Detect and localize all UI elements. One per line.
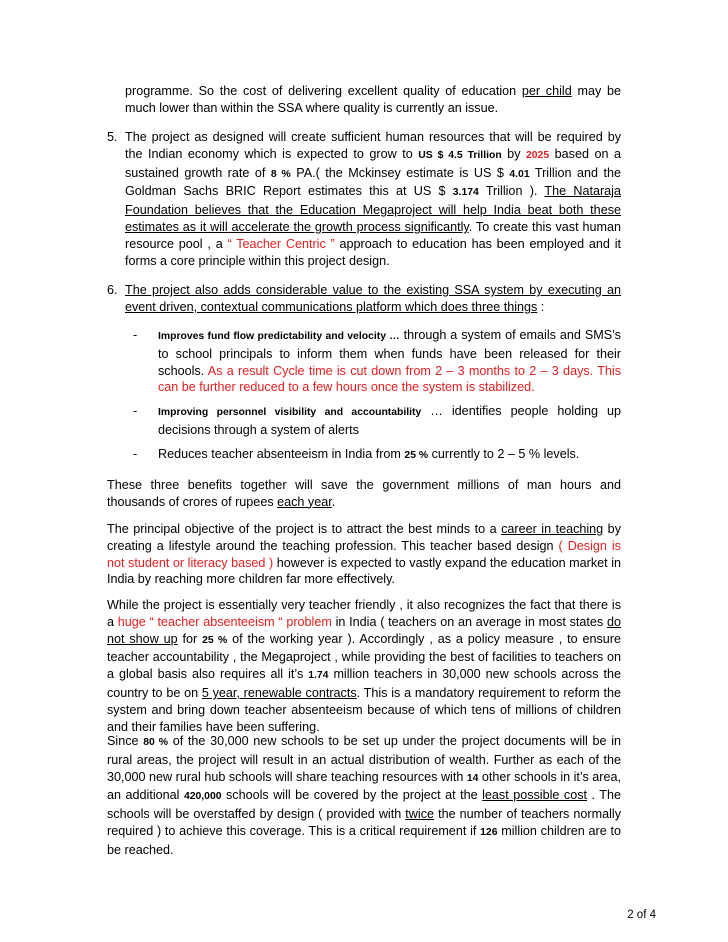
text: through a system of emails and SMS’s to school principals to inform them when funds have been released for their schools. — [158, 328, 621, 378]
bullet-dash: - — [133, 328, 138, 342]
text: Since — [107, 734, 144, 748]
text: The project as designed will create sufficient human resources that will be required by the Indian economy which is expected to grow to — [125, 130, 621, 161]
red-text: ( Design is not student or literacy based ) — [107, 538, 621, 570]
underlined-text: The project also adds considerable value to the existing SSA system by executing an event driven, contextual communications platform which does three things — [125, 283, 621, 314]
text: . — [331, 494, 336, 509]
text: Reduces teacher absenteeism in India from — [158, 447, 405, 461]
page-number: 2 of 4 — [627, 909, 656, 921]
bold-text: Improves fund flow predictability and velocity … — [158, 331, 400, 342]
text: These three benefits together will save the government millions of man hours and thousands of crores of rupees — [107, 478, 621, 509]
underlined-text: do not show up — [107, 614, 621, 646]
paragraph-intro — [125, 83, 621, 117]
red-text: huge “ teacher absenteeism “ problem — [117, 614, 332, 629]
underlined-text: twice — [405, 807, 434, 822]
text: … identifies people holding up decisions through a system of alerts — [158, 404, 621, 437]
text: schools will be covered by the project at the — [221, 788, 483, 803]
underlined-text: each year — [277, 494, 332, 509]
paragraph-teacher-friendly — [107, 597, 621, 735]
bold-text: Improving personnel visibility and accountability — [158, 407, 422, 418]
red-year: 2025 — [526, 149, 550, 161]
underlined-text: The Nataraja Foundation believes that the Education Megaproject will help India beat both these estimates as it will accelerate the growth process significantly — [125, 184, 621, 234]
text: PA.( the Mckinsey estimate is US $ — [290, 165, 510, 180]
bullet-item-2 — [158, 403, 621, 439]
bold-figure: 3.174 — [452, 187, 479, 199]
text: of the 30,000 new schools to be set up under the project documents will be in rural areas, the project will result in an actual distribution of wealth. Further as each of the 30,000 new rural hub schools will share teaching resources with — [107, 734, 621, 784]
text: Trillion and the Goldman Sachs BRIC Report estimates this at US $ — [125, 165, 621, 199]
text: million teachers in 30,000 new schools across the country to be on — [107, 667, 622, 700]
text: of the working year ). Accordingly , as a policy measure , to ensure teacher accountability , the Megaproject , while providing the best of facilities to teachers on a global basis also requires all it’s — [107, 631, 621, 682]
bold-figure: 25 % — [404, 450, 429, 461]
text: however is expected to vastly expand the education market in India by reaching more children far more effectively. — [107, 555, 621, 587]
red-text: As a result Cycle time is cut down from 2 – 3 months to 2 – 3 days. This can be further reduced to a few hours once the system is stabilized. — [158, 363, 621, 395]
text: by — [501, 146, 526, 161]
bullet-item-1 — [158, 327, 621, 396]
bold-figure: 80 % — [143, 737, 169, 748]
underlined-text: 5 year, renewable contracts — [201, 685, 357, 700]
bullet-dash: - — [133, 447, 138, 461]
underlined-text: career in teaching — [501, 522, 604, 536]
text: other schools in it’s area, an additional — [107, 769, 621, 803]
bold-figure: 1.74 — [308, 670, 329, 682]
underlined-text: least possible cost — [482, 788, 588, 803]
bold-figure: US $ 4.5 Trillion — [418, 149, 502, 161]
text: While the project is essentially very teacher friendly , it also recognizes the fact that there is a — [107, 598, 621, 629]
text: Trillion ). — [478, 184, 545, 199]
text: the number of teachers normally required ) to achieve this coverage. This is a critical requirement if — [107, 807, 621, 838]
text: The principal objective of the project is to attract the best minds to a — [107, 522, 502, 536]
paragraph-rural-schools — [107, 733, 621, 859]
text: : — [537, 299, 545, 314]
red-text: “ Teacher Centric ” — [227, 236, 335, 251]
text: programme. So the cost of delivering excellent quality of education — [125, 84, 522, 98]
bold-figure: 25 % — [202, 634, 228, 646]
bold-figure: 8 % — [270, 168, 291, 180]
bold-figure: 14 — [466, 772, 479, 784]
paragraph-benefits — [107, 477, 621, 511]
text: in India ( teachers on an average in most states — [331, 614, 607, 629]
bullet-dash: - — [133, 404, 138, 418]
bold-figure: 126 — [480, 826, 498, 838]
text: based on a sustained growth rate of — [125, 146, 621, 180]
bullet-item-3 — [158, 446, 621, 465]
underlined-text: per child — [521, 84, 572, 98]
bold-figure: 420,000 — [183, 791, 222, 803]
text: for — [177, 631, 203, 646]
text: approach to education has been employed and it forms a core principle within this project design. — [125, 236, 621, 268]
text: may be much lower than within the SSA where quality is currently an issue. — [125, 84, 621, 115]
list-item-6 — [125, 282, 621, 316]
bold-figure: 4.01 — [509, 168, 530, 180]
text: . This is a mandatory requirement to reform the system and bring down teacher absenteeism because of which tens of millions of children and their families have been suffering. — [107, 685, 621, 734]
list-number-6: 6. — [107, 283, 118, 297]
text: . The schools will be overstaffed by design ( provided with — [107, 788, 621, 822]
text: by creating a lifestyle around the teaching profession. This teacher based design — [107, 522, 621, 553]
paragraph-objective — [107, 521, 621, 588]
text: currently to 2 – 5 % levels. — [428, 447, 580, 461]
list-item-5 — [125, 129, 621, 269]
text: . To create this vast human resource pool , a — [125, 219, 621, 251]
list-number-5: 5. — [107, 130, 118, 144]
text: million children are to be reached. — [107, 823, 622, 857]
